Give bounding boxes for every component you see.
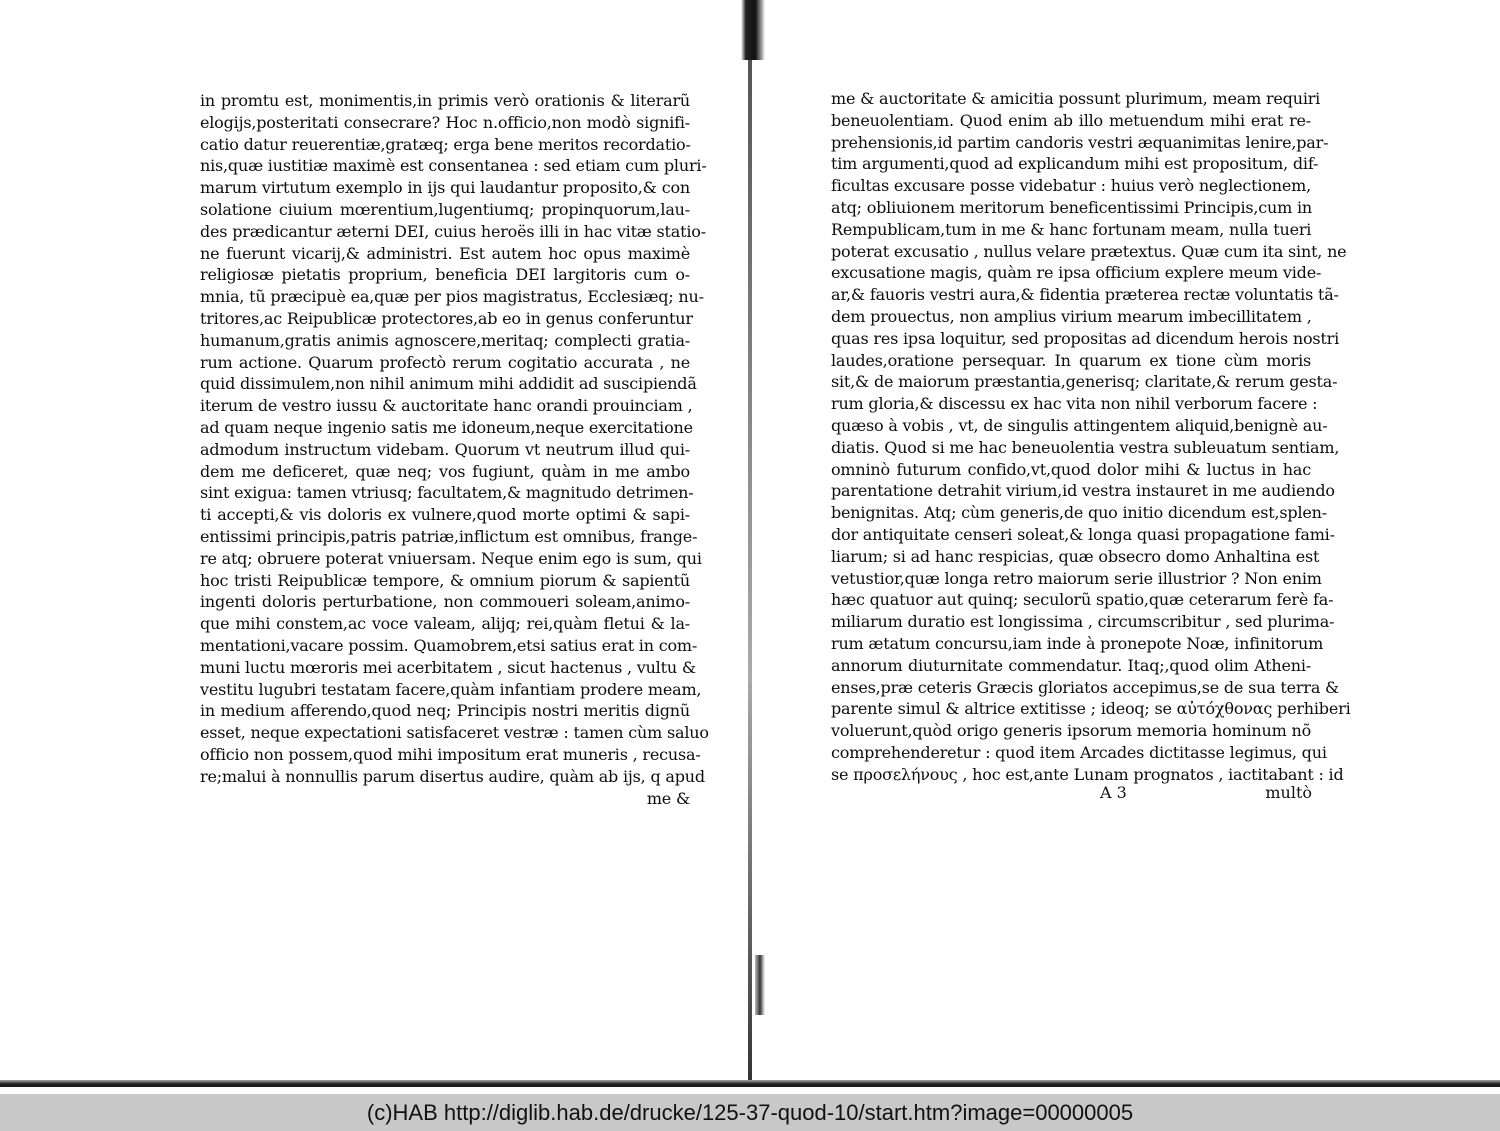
right-page-text: [831, 88, 1351, 786]
text-line: Rempublicam,tum in me & hanc fortunam meam, nulla tueri: [831, 219, 1312, 239]
text-line: que mihi constem,ac voce valeam, alijq; rei,quàm fletui & la-: [200, 614, 690, 634]
text-line: re atq; obruere poterat vniuersam. Neque enim ego is sum, qui: [200, 548, 702, 568]
text-line: parente simul & altrice extitisse ; ideoq; se αὐτόχθονας perhiberi: [831, 699, 1351, 719]
text-line: atq; obliuionem meritorum beneficentissimi Principis,cum in: [831, 197, 1312, 217]
text-line: quæso à vobis , vt, de singulis attingentem aliquid,benignè au-: [831, 415, 1328, 435]
scan-bottom-edge: [0, 1080, 1500, 1087]
text-line: hæc quatuor aut quinq; seculorũ spatio,quæ ceterarum ferè fa-: [831, 590, 1334, 610]
text-line: prehensionis,id partim candoris vestri æquanimitas lenire,par-: [831, 132, 1329, 152]
text-line: dem me deficeret, quæ neq; vos fugiunt, quàm in me ambo: [200, 461, 690, 481]
text-line: re;malui à nonnullis parum disertus audire, quàm ab ijs, q apud: [200, 766, 705, 786]
text-line: rum actione. Quarum profectò rerum cogitatio accurata , ne: [200, 352, 690, 372]
text-line: benignitas. Atq; cùm generis,de quo initio dicendum est,splen-: [831, 503, 1327, 523]
text-line: ne fuerunt vicarij,& administri. Est autem hoc opus maximè: [200, 243, 690, 263]
text-line: rum ætatum concursu,iam inde à pronepote Noæ, infinitorum: [831, 633, 1324, 653]
text-line: omninò futurum confido,vt,quod dolor mihi & luctus in hac: [831, 459, 1311, 479]
text-line: iterum de vestro iussu & auctoritate hanc orandi prouinciam ,: [200, 396, 693, 416]
text-line: diatis. Quod si me hac beneuolentia vestra subleuatum sentiam,: [831, 437, 1340, 457]
text-line: ar,& fauoris vestri aura,& fidentia præterea rectæ voluntatis tã-: [831, 285, 1339, 305]
text-line: ingenti doloris perturbatione, non commoueri soleam,animo-: [200, 592, 690, 612]
left-page-text: [200, 90, 709, 809]
text-line: se προσελήνους , hoc est,ante Lunam prognatos , iactitabant : id: [831, 764, 1344, 784]
text-line: catio datur reuerentiæ,gratæq; erga bene meritos recordatio-: [200, 134, 691, 154]
gutter-shadow: [741, 0, 765, 60]
text-line: quas res ipsa loquitur, sed propositas ad dicendum herois nostri: [831, 328, 1339, 348]
text-line: in promtu est, monimentis,in primis verò orationis & literarũ: [200, 91, 690, 110]
text-line: dem prouectus, non amplius virium mearum imbecillitatem ,: [831, 306, 1312, 326]
text-line: des prædicantur æterni DEI, cuius heroës illi in hac vitæ statio-: [200, 221, 706, 241]
text-line: me & auctoritate & amicitia possunt plurimum, meam requiri: [831, 89, 1321, 108]
text-line: esset, neque expectationi satisfaceret vestræ : tamen cùm saluo: [200, 723, 709, 743]
text-line: dor antiquitate censeri soleat,& longa quasi propagatione fami-: [831, 524, 1335, 544]
text-line: humanum,gratis animis agnoscere,meritaq; complecti gratia-: [200, 330, 690, 350]
catchword: multò: [1265, 783, 1312, 802]
text-line: hoc tristi Reipublicæ tempore, & omnium piorum & sapientũ: [200, 570, 690, 590]
text-line: admodum instructum videbam. Quorum vt neutrum illud qui-: [200, 439, 690, 459]
text-line: vetustior,quæ longa retro maiorum serie illustrior ? Non enim: [831, 568, 1322, 588]
text-line: officio non possem,quod mihi impositum erat muneris , recusa-: [200, 744, 701, 764]
text-line: miliarum duratio est longissima , circumscribitur , sed plurima-: [831, 612, 1335, 632]
text-line: in medium afferendo,quod neq; Principis nostri meritis dignũ: [200, 701, 690, 721]
gutter-fold: [748, 60, 752, 1087]
page-signature-line: [1100, 783, 1312, 805]
text-line: entissimi principis,patris patriæ,inflictum est omnibus, frange-: [200, 526, 698, 546]
text-line: comprehenderetur : quod item Arcades dictitasse legimus, qui: [831, 742, 1327, 762]
text-line: ti accepti,& vis doloris ex vulnere,quod morte optimi & sapi-: [200, 505, 690, 525]
signature-mark: A 3: [1100, 783, 1127, 802]
text-line: tritores,ac Reipublicæ protectores,ab eo in genus conferuntur: [200, 308, 693, 328]
text-line: muni luctu mœroris mei acerbitatem , sicut hactenus , vultu &: [200, 657, 696, 677]
text-line: voluerunt,quòd origo generis ipsorum memoria hominum nõ: [831, 721, 1312, 741]
text-line: poterat excusatio , nullus velare prætextus. Quæ cum ita sint, ne: [831, 241, 1347, 261]
text-line: solatione ciuium mœrentium,lugentiumq; propinquorum,lau-: [200, 199, 690, 219]
gutter-lower-shadow: [755, 955, 765, 1015]
text-line: marum virtutum exemplo in ijs qui laudantur proposito,& con: [200, 178, 690, 198]
text-line: rum gloria,& discessu ex hac vita non nihil verborum facere :: [831, 394, 1318, 414]
copyright-footer: (c)HAB http://diglib.hab.de/drucke/125-37-quod-10/start.htm?image=00000005: [0, 1094, 1500, 1131]
text-line: ficultas excusare posse videbatur : huius verò neglectionem,: [831, 176, 1311, 196]
text-line: parentatione detrahit virium,id vestra instauret in me audiendo: [831, 481, 1335, 501]
text-line: annorum diuturnitate commendatur. Itaq;,quod olim Atheni-: [831, 655, 1311, 675]
text-line: enses,præ ceteris Græcis gloriatos accepimus,se de sua terra &: [831, 677, 1340, 697]
text-line: religiosæ pietatis proprium, beneficia DEI largitoris cum o-: [200, 265, 690, 285]
text-line: mentationi,vacare possim. Quamobrem,etsi satius erat in com-: [200, 635, 698, 655]
text-line: liarum; si ad hanc respicias, quæ obsecro domo Anhaltina est: [831, 546, 1320, 566]
text-line: me &: [646, 788, 690, 808]
text-line: nis,quæ iustitiæ maximè est consentanea : sed etiam cum pluri-: [200, 156, 707, 176]
text-line: sint exigua: tamen vtriusq; facultatem,& magnitudo detrimen-: [200, 483, 694, 503]
text-line: laudes,oratione persequar. In quarum ex tione cùm moris: [831, 350, 1311, 370]
text-line: ad quam neque ingenio satis me idoneum,neque exercitatione: [200, 417, 693, 437]
text-line: excusatione magis, quàm re ipsa officium explere meum vide-: [831, 263, 1322, 283]
text-line: sit,& de maiorum præstantia,generisq; claritate,& rerum gesta-: [831, 372, 1338, 392]
text-line: elogijs,posteritati consecrare? Hoc n.officio,non modò signifi-: [200, 112, 690, 132]
text-line: beneuolentiam. Quod enim ab illo metuendum mihi erat re-: [831, 110, 1311, 130]
text-line: quid dissimulem,non nihil animum mihi addidit ad suscipiendã: [200, 374, 697, 394]
text-line: vestitu lugubri testatam facere,quàm infantiam prodere meam,: [200, 679, 702, 699]
text-line: mnia, tũ præcipuè ea,quæ per pios magistratus, Ecclesiæq; nu-: [200, 287, 704, 307]
text-line: tim argumenti,quod ad explicandum mihi est propositum, dif-: [831, 154, 1319, 174]
book-gutter: [741, 0, 765, 1087]
